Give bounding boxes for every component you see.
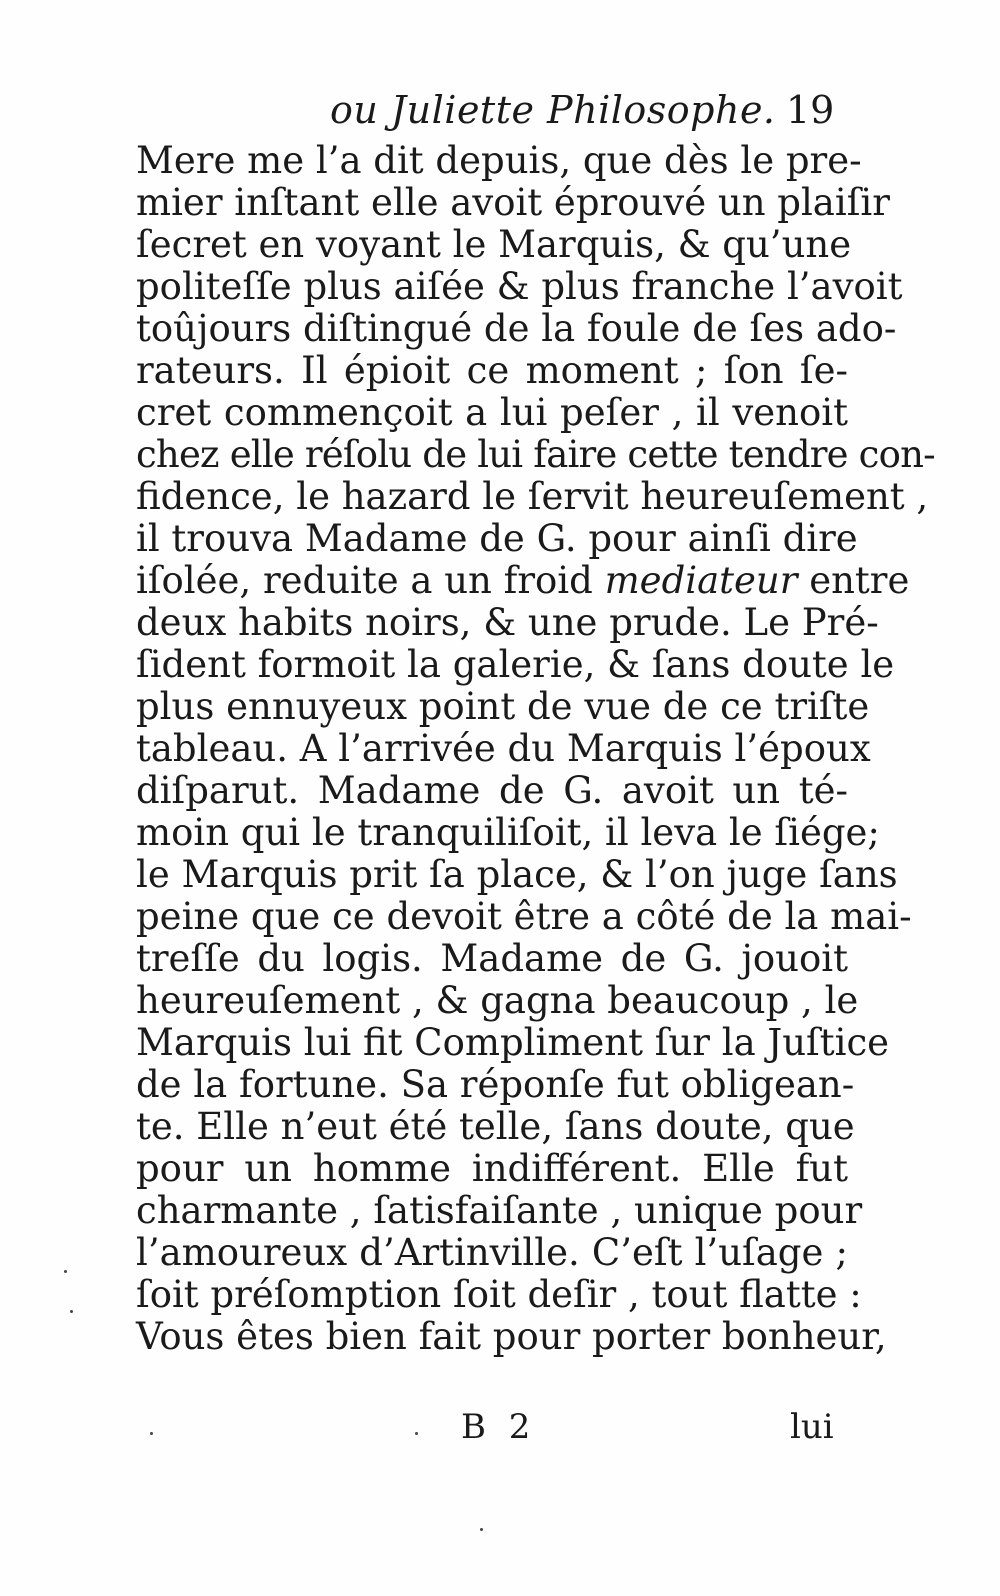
text-line: ſident formoit la galerie, & ſans doute le xyxy=(136,643,895,686)
italic-word: mediateur xyxy=(604,559,798,602)
text-line: Marquis lui fit Compliment ſur la Juſtice xyxy=(136,1021,890,1064)
text-line: de la fortune. Sa réponſe fut obligean- xyxy=(136,1063,855,1106)
paper-speck xyxy=(415,1432,418,1435)
text-line: chez elle réſolu de lui faire cette tendre con- xyxy=(136,433,935,476)
text-line: politeſſe plus aiſée & plus franche l’avoit xyxy=(136,265,903,308)
text-line: il trouva Madame de G. pour ainſi dire xyxy=(136,517,858,560)
text-line: fidence, le hazard le ſervit heureuſement , xyxy=(136,475,929,518)
text-line: diſparut. Madame de G. avoit un té- xyxy=(136,769,848,812)
signature-mark: B 2 xyxy=(461,1407,537,1447)
paper-speck xyxy=(480,1528,483,1531)
text-line: charmante , ſatisfaiſante , unique pour xyxy=(136,1189,863,1232)
text-line: te. Elle n’eut été telle, ſans doute, que xyxy=(136,1105,855,1148)
text-line: tableau. A l’arrivée du Marquis l’époux xyxy=(136,727,871,770)
text-line-with-italic xyxy=(136,559,910,602)
paper-speck xyxy=(70,1310,73,1313)
text-line: rateurs. Il épioit ce moment ; ſon ſe- xyxy=(136,349,848,392)
text-line: ſoit préſomption ſoit deſir , tout flatte : xyxy=(136,1273,862,1316)
paper-speck xyxy=(64,1270,67,1273)
text-line: treſſe du logis. Madame de G. jouoit xyxy=(136,937,848,980)
text-line: toûjours diſtingué de la foule de ſes ado- xyxy=(136,307,897,350)
text-fragment: entre xyxy=(809,559,910,602)
text-line: plus ennuyeux point de vue de ce triſte xyxy=(136,685,870,728)
text-fragment: iſolée, reduite a un froid xyxy=(136,559,593,602)
text-line: ſecret en voyant le Marquis, & qu’une xyxy=(136,223,852,266)
text-line: Vous êtes bien fait pour porter bonheur, xyxy=(136,1315,887,1358)
running-head xyxy=(0,88,1000,138)
text-line: pour un homme indifférent. Elle fut xyxy=(136,1147,848,1190)
text-line: mier inſtant elle avoit éprouvé un plaiſir xyxy=(136,181,890,224)
text-line: l’amoureux d’Artinville. C’eſt l’uſage ; xyxy=(136,1231,848,1274)
text-line: moin qui le tranquiliſoit, il leva le ſiége; xyxy=(136,811,880,854)
text-line: le Marquis prit ſa place, & l’on juge ſans xyxy=(136,853,898,896)
paper-speck xyxy=(150,1432,153,1435)
text-line: cret commençoit a lui peſer , il venoit xyxy=(136,391,848,434)
text-line: deux habits noirs, & une prude. Le Pré- xyxy=(136,601,879,644)
running-title: ou Juliette Philosophe. xyxy=(330,88,776,132)
text-line: Mere me l’a dit depuis, que dès le pre- xyxy=(136,139,862,182)
body-text xyxy=(136,139,935,1358)
catchword: lui xyxy=(790,1407,834,1447)
page-number: 19 xyxy=(786,88,835,132)
text-line: peine que ce devoit être a côté de la mai- xyxy=(136,895,912,938)
text-line: heureuſement , & gagna beaucoup , le xyxy=(136,979,859,1022)
